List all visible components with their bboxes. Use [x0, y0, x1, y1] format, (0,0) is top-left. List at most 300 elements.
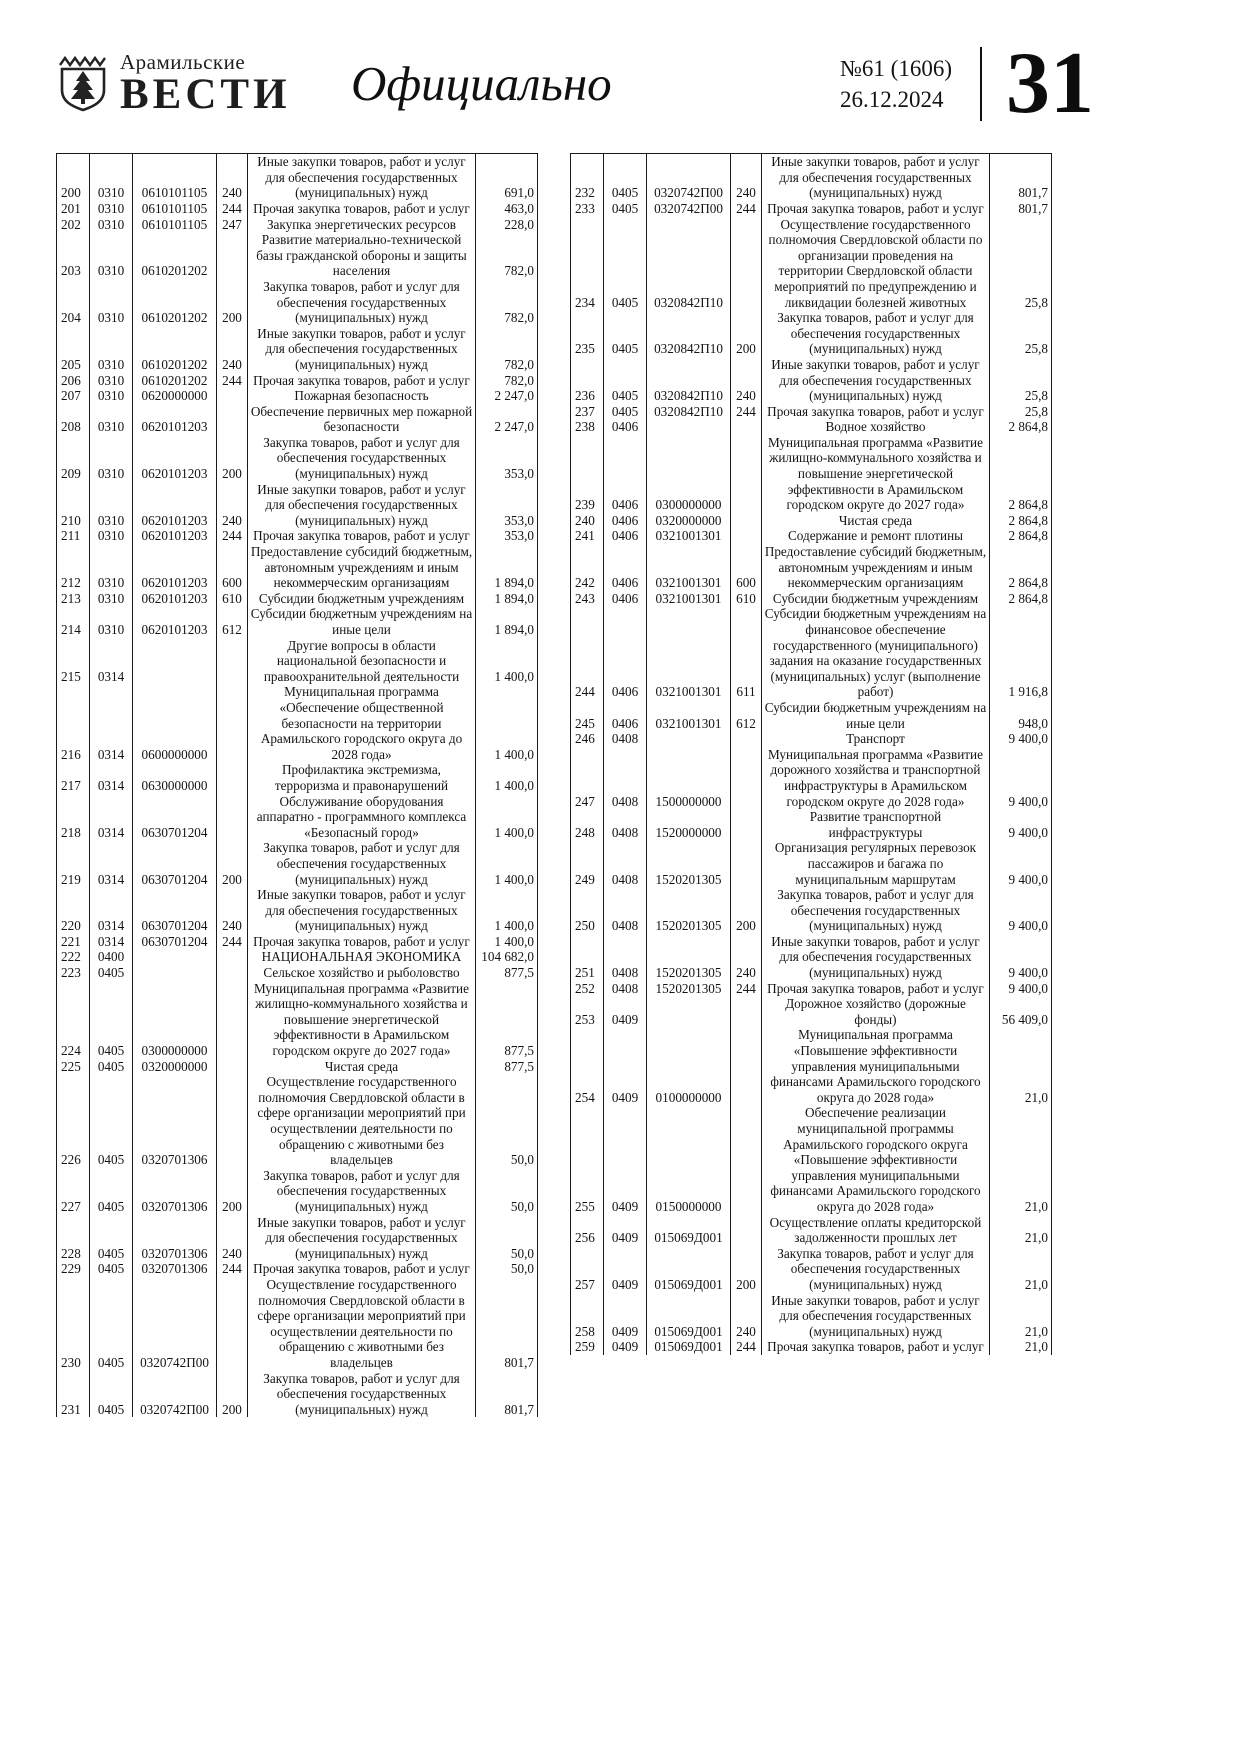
section-code: 0314	[90, 762, 133, 793]
newspaper-brand	[56, 50, 291, 119]
budget-row	[57, 326, 538, 373]
row-number: 254	[571, 1027, 604, 1105]
expense-name: Обслуживание оборудования аппаратно - программного комплекса «Безопасный город»	[248, 794, 476, 841]
row-number: 209	[57, 435, 90, 482]
expense-type-code: 244	[731, 1339, 762, 1355]
section-code: 0409	[604, 1215, 647, 1246]
budget-row	[57, 1261, 538, 1277]
target-article-code: 0320000000	[647, 513, 731, 529]
target-article-code: 0321001301	[647, 591, 731, 607]
amount: 1 400,0	[476, 794, 538, 841]
row-number: 234	[571, 217, 604, 311]
budget-row	[57, 279, 538, 326]
expense-name: Чистая среда	[248, 1059, 476, 1075]
budget-row	[57, 965, 538, 981]
expense-type-code	[217, 1059, 248, 1075]
row-number: 240	[571, 513, 604, 529]
section-title: Официально	[351, 56, 612, 112]
section-code: 0310	[90, 201, 133, 217]
target-article-code: 1520201305	[647, 887, 731, 934]
expense-type-code: 600	[731, 544, 762, 591]
expense-type-code: 247	[217, 217, 248, 233]
target-article-code: 0300000000	[647, 435, 731, 513]
row-number: 242	[571, 544, 604, 591]
target-article-code: 0320842П10	[647, 404, 731, 420]
expense-name: Иные закупки товаров, работ и услуг для обеспечения государственных (муниципальных) нужд	[762, 934, 990, 981]
expense-name: Прочая закупка товаров, работ и услуг	[762, 981, 990, 997]
expense-name: Муниципальная программа «Развитие жилищно-коммунального хозяйства и повышение энергетической эффективности в Арамильском городском округе до 2027 года»	[762, 435, 990, 513]
section-code: 0408	[604, 731, 647, 747]
budget-row	[57, 591, 538, 607]
target-article-code: 0320842П10	[647, 310, 731, 357]
row-number: 204	[57, 279, 90, 326]
expense-type-code: 240	[217, 154, 248, 201]
section-code: 0405	[90, 1168, 133, 1215]
header-divider	[980, 47, 982, 121]
budget-table-right-body	[571, 154, 1052, 1355]
amount: 9 400,0	[990, 731, 1052, 747]
row-number: 245	[571, 700, 604, 731]
row-number: 229	[57, 1261, 90, 1277]
budget-row	[571, 1027, 1052, 1105]
row-number: 200	[57, 154, 90, 201]
row-number: 202	[57, 217, 90, 233]
expense-name: Прочая закупка товаров, работ и услуг	[762, 201, 990, 217]
target-article-code: 0150000000	[647, 1105, 731, 1214]
target-article-code: 0610101105	[133, 217, 217, 233]
section-code: 0314	[90, 840, 133, 887]
section-code: 0310	[90, 544, 133, 591]
expense-type-code: 240	[731, 154, 762, 201]
expense-type-code	[731, 513, 762, 529]
expense-type-code: 240	[217, 482, 248, 529]
target-article-code: 0620101203	[133, 606, 217, 637]
section-code: 0405	[604, 154, 647, 201]
expense-name: Осуществление государственного полномочия Свердловской области по организации проведения на территории Свердловской области мероприятий по предупреждению и ликвидации болезней животных	[762, 217, 990, 311]
row-number: 243	[571, 591, 604, 607]
section-code: 0314	[90, 638, 133, 685]
expense-type-code: 611	[731, 606, 762, 700]
expense-type-code	[731, 217, 762, 311]
budget-table-right	[570, 153, 1052, 1355]
target-article-code: 0610201202	[133, 373, 217, 389]
row-number: 221	[57, 934, 90, 950]
budget-row	[571, 357, 1052, 404]
target-article-code: 0620101203	[133, 435, 217, 482]
expense-name: Муниципальная программа «Обеспечение общественной безопасности на территории Арамильского городского округа до 2028 года»	[248, 684, 476, 762]
amount: 21,0	[990, 1246, 1052, 1293]
issue-number: №61 (1606)	[839, 55, 952, 81]
expense-type-code: 244	[731, 404, 762, 420]
row-number: 226	[57, 1074, 90, 1168]
amount: 9 400,0	[990, 840, 1052, 887]
expense-name: Развитие материально-технической базы гражданской обороны и защиты населения	[248, 232, 476, 279]
row-number: 253	[571, 996, 604, 1027]
coat-of-arms-icon	[56, 54, 110, 114]
budget-row	[57, 1059, 538, 1075]
budget-row	[57, 1168, 538, 1215]
expense-type-code	[217, 638, 248, 685]
amount: 25,8	[990, 404, 1052, 420]
amount: 1 894,0	[476, 544, 538, 591]
budget-row	[571, 591, 1052, 607]
brand-name-top: Арамильские	[120, 50, 246, 75]
expense-name: Закупка товаров, работ и услуг для обеспечения государственных (муниципальных) нужд	[248, 1371, 476, 1418]
expense-type-code: 610	[217, 591, 248, 607]
row-number: 246	[571, 731, 604, 747]
expense-type-code	[731, 809, 762, 840]
budget-row	[57, 934, 538, 950]
amount: 1 400,0	[476, 684, 538, 762]
budget-row	[57, 544, 538, 591]
amount: 9 400,0	[990, 887, 1052, 934]
budget-row	[571, 1215, 1052, 1246]
expense-type-code: 612	[217, 606, 248, 637]
budget-row	[57, 949, 538, 965]
amount: 877,5	[476, 1059, 538, 1075]
expense-name: Обеспечение реализации муниципальной программы Арамильского городского округа «Повышение эффективности управления муниципальными финансами Арамильского городского округа до 2028 года»	[762, 1105, 990, 1214]
amount: 801,7	[476, 1371, 538, 1418]
expense-type-code	[731, 1105, 762, 1214]
expense-name: Субсидии бюджетным учреждениям на иные цели	[248, 606, 476, 637]
amount: 463,0	[476, 201, 538, 217]
expense-name: Обеспечение первичных мер пожарной безопасности	[248, 404, 476, 435]
budget-row	[571, 840, 1052, 887]
row-number: 231	[57, 1371, 90, 1418]
expense-name: Иные закупки товаров, работ и услуг для обеспечения государственных (муниципальных) нужд	[248, 326, 476, 373]
row-number: 218	[57, 794, 90, 841]
row-number: 251	[571, 934, 604, 981]
row-number: 224	[57, 981, 90, 1059]
amount: 25,8	[990, 357, 1052, 404]
target-article-code: 0620101203	[133, 528, 217, 544]
row-number: 228	[57, 1215, 90, 1262]
target-article-code	[133, 638, 217, 685]
expense-name: Прочая закупка товаров, работ и услуг	[248, 201, 476, 217]
section-code: 0406	[604, 700, 647, 731]
expense-name: Предоставление субсидий бюджетным, автономным учреждениям и иным некоммерческим организациям	[762, 544, 990, 591]
target-article-code: 0320742П00	[647, 201, 731, 217]
target-article-code: 0620101203	[133, 404, 217, 435]
row-number: 237	[571, 404, 604, 420]
section-code: 0408	[604, 809, 647, 840]
row-number: 211	[57, 528, 90, 544]
target-article-code: 0630701204	[133, 794, 217, 841]
amount: 2 864,8	[990, 528, 1052, 544]
budget-row	[57, 201, 538, 217]
amount: 9 400,0	[990, 934, 1052, 981]
expense-type-code: 200	[217, 279, 248, 326]
section-code: 0310	[90, 528, 133, 544]
amount: 948,0	[990, 700, 1052, 731]
target-article-code: 0630701204	[133, 887, 217, 934]
amount: 782,0	[476, 279, 538, 326]
budget-row	[571, 809, 1052, 840]
expense-name: Закупка энергетических ресурсов	[248, 217, 476, 233]
amount: 228,0	[476, 217, 538, 233]
expense-name: НАЦИОНАЛЬНАЯ ЭКОНОМИКА	[248, 949, 476, 965]
section-code: 0405	[90, 1261, 133, 1277]
brand-text	[120, 50, 291, 119]
expense-name: Иные закупки товаров, работ и услуг для обеспечения государственных (муниципальных) нужд	[762, 1293, 990, 1340]
budget-row	[57, 217, 538, 233]
expense-name: Дорожное хозяйство (дорожные фонды)	[762, 996, 990, 1027]
row-number: 220	[57, 887, 90, 934]
amount: 691,0	[476, 154, 538, 201]
target-article-code	[133, 965, 217, 981]
row-number: 233	[571, 201, 604, 217]
budget-row	[571, 404, 1052, 420]
budget-table-left	[56, 153, 538, 1417]
expense-type-code: 600	[217, 544, 248, 591]
target-article-code: 0320701306	[133, 1261, 217, 1277]
row-number: 232	[571, 154, 604, 201]
budget-row	[57, 794, 538, 841]
expense-type-code	[217, 965, 248, 981]
budget-table-left-body	[57, 154, 538, 1418]
budget-row	[571, 981, 1052, 997]
amount: 50,0	[476, 1168, 538, 1215]
target-article-code: 0300000000	[133, 981, 217, 1059]
expense-type-code	[217, 794, 248, 841]
expense-name: Прочая закупка товаров, работ и услуг	[248, 373, 476, 389]
budget-row	[571, 1246, 1052, 1293]
target-article-code: 0610201202	[133, 232, 217, 279]
expense-name: Пожарная безопасность	[248, 388, 476, 404]
budget-row	[571, 201, 1052, 217]
expense-type-code	[731, 528, 762, 544]
amount: 877,5	[476, 965, 538, 981]
section-code: 0405	[604, 310, 647, 357]
target-article-code: 0320701306	[133, 1168, 217, 1215]
target-article-code: 0630701204	[133, 840, 217, 887]
amount: 801,7	[990, 154, 1052, 201]
section-code: 0314	[90, 887, 133, 934]
target-article-code: 1520201305	[647, 840, 731, 887]
amount: 9 400,0	[990, 981, 1052, 997]
budget-row	[57, 762, 538, 793]
issue-info	[840, 53, 952, 115]
expense-type-code: 200	[217, 1371, 248, 1418]
section-code: 0310	[90, 435, 133, 482]
expense-type-code	[731, 1215, 762, 1246]
budget-row	[57, 638, 538, 685]
budget-row	[57, 1371, 538, 1418]
amount: 21,0	[990, 1339, 1052, 1355]
target-article-code: 015069Д001	[647, 1215, 731, 1246]
budget-row	[57, 1215, 538, 1262]
expense-type-code: 240	[217, 887, 248, 934]
amount: 56 409,0	[990, 996, 1052, 1027]
row-number: 223	[57, 965, 90, 981]
amount: 2 247,0	[476, 404, 538, 435]
row-number: 214	[57, 606, 90, 637]
expense-name: Закупка товаров, работ и услуг для обеспечения государственных (муниципальных) нужд	[248, 279, 476, 326]
expense-name: Иные закупки товаров, работ и услуг для обеспечения государственных (муниципальных) нужд	[248, 482, 476, 529]
row-number: 239	[571, 435, 604, 513]
page-number: 31	[1006, 35, 1094, 132]
expense-type-code	[217, 404, 248, 435]
section-code: 0406	[604, 591, 647, 607]
budget-row	[571, 996, 1052, 1027]
expense-type-code: 200	[731, 1246, 762, 1293]
amount: 1 894,0	[476, 606, 538, 637]
section-code: 0405	[90, 1074, 133, 1168]
row-number: 219	[57, 840, 90, 887]
amount: 2 864,8	[990, 544, 1052, 591]
section-code: 0405	[604, 357, 647, 404]
amount: 25,8	[990, 310, 1052, 357]
amount: 2 247,0	[476, 388, 538, 404]
target-article-code: 0620101203	[133, 482, 217, 529]
target-article-code: 0321001301	[647, 528, 731, 544]
expense-type-code: 244	[217, 528, 248, 544]
budget-row	[571, 435, 1052, 513]
expense-name: Субсидии бюджетным учреждениям	[762, 591, 990, 607]
target-article-code: 0610201202	[133, 279, 217, 326]
target-article-code: 0320842П10	[647, 217, 731, 311]
section-code: 0310	[90, 154, 133, 201]
target-article-code: 1520201305	[647, 981, 731, 997]
expense-name: Прочая закупка товаров, работ и услуг	[762, 1339, 990, 1355]
target-article-code: 015069Д001	[647, 1246, 731, 1293]
expense-name: Субсидии бюджетным учреждениям на иные цели	[762, 700, 990, 731]
budget-row	[57, 528, 538, 544]
target-article-code: 0321001301	[647, 700, 731, 731]
row-number: 238	[571, 419, 604, 435]
row-number: 216	[57, 684, 90, 762]
amount: 50,0	[476, 1215, 538, 1262]
amount: 353,0	[476, 528, 538, 544]
amount: 782,0	[476, 373, 538, 389]
amount: 1 916,8	[990, 606, 1052, 700]
target-article-code: 0620101203	[133, 591, 217, 607]
section-code: 0409	[604, 1339, 647, 1355]
section-code: 0409	[604, 1105, 647, 1214]
expense-name: Субсидии бюджетным учреждениям	[248, 591, 476, 607]
target-article-code: 0321001301	[647, 544, 731, 591]
expense-name: Водное хозяйство	[762, 419, 990, 435]
budget-row	[57, 435, 538, 482]
expense-type-code	[217, 981, 248, 1059]
expense-type-code	[731, 731, 762, 747]
row-number: 252	[571, 981, 604, 997]
budget-row	[57, 1074, 538, 1168]
budget-row	[571, 700, 1052, 731]
amount: 9 400,0	[990, 809, 1052, 840]
section-code: 0409	[604, 996, 647, 1027]
amount: 50,0	[476, 1261, 538, 1277]
amount: 1 400,0	[476, 887, 538, 934]
amount: 25,8	[990, 217, 1052, 311]
expense-name: Иные закупки товаров, работ и услуг для обеспечения государственных (муниципальных) нужд	[762, 154, 990, 201]
expense-type-code: 244	[731, 981, 762, 997]
expense-type-code	[731, 419, 762, 435]
expense-type-code: 244	[217, 934, 248, 950]
amount: 2 864,8	[990, 419, 1052, 435]
section-code: 0310	[90, 404, 133, 435]
amount: 353,0	[476, 435, 538, 482]
row-number: 212	[57, 544, 90, 591]
target-article-code: 0620101203	[133, 544, 217, 591]
section-code: 0405	[90, 1277, 133, 1371]
budget-row	[571, 1105, 1052, 1214]
expense-type-code: 612	[731, 700, 762, 731]
expense-type-code: 200	[731, 887, 762, 934]
target-article-code: 0610101105	[133, 201, 217, 217]
row-number: 210	[57, 482, 90, 529]
section-code: 0408	[604, 981, 647, 997]
target-article-code: 0320701306	[133, 1215, 217, 1262]
budget-row	[57, 606, 538, 637]
row-number: 249	[571, 840, 604, 887]
amount: 21,0	[990, 1215, 1052, 1246]
expense-name: Закупка товаров, работ и услуг для обеспечения государственных (муниципальных) нужд	[248, 840, 476, 887]
expense-type-code: 200	[217, 1168, 248, 1215]
expense-type-code	[217, 1277, 248, 1371]
expense-type-code	[217, 1074, 248, 1168]
expense-type-code: 240	[731, 934, 762, 981]
row-number: 235	[571, 310, 604, 357]
budget-row	[57, 840, 538, 887]
amount: 50,0	[476, 1074, 538, 1168]
section-code: 0405	[604, 217, 647, 311]
section-code: 0405	[604, 201, 647, 217]
expense-type-code: 200	[217, 840, 248, 887]
section-code: 0405	[604, 404, 647, 420]
target-article-code	[133, 949, 217, 965]
target-article-code	[647, 419, 731, 435]
expense-name: Закупка товаров, работ и услуг для обеспечения государственных (муниципальных) нужд	[762, 310, 990, 357]
expense-name: Осуществление оплаты кредиторской задолженности прошлых лет	[762, 1215, 990, 1246]
amount: 21,0	[990, 1105, 1052, 1214]
row-number: 201	[57, 201, 90, 217]
expense-type-code: 200	[731, 310, 762, 357]
budget-row	[571, 1293, 1052, 1340]
expense-type-code: 244	[217, 201, 248, 217]
expense-type-code	[731, 1027, 762, 1105]
expense-name: Профилактика экстремизма, терроризма и правонарушений	[248, 762, 476, 793]
target-article-code: 0610201202	[133, 326, 217, 373]
section-code: 0406	[604, 544, 647, 591]
row-number: 257	[571, 1246, 604, 1293]
expense-name: Иные закупки товаров, работ и услуг для обеспечения государственных (муниципальных) нужд	[762, 357, 990, 404]
expense-type-code	[217, 684, 248, 762]
budget-row	[57, 684, 538, 762]
amount: 353,0	[476, 482, 538, 529]
budget-row	[57, 981, 538, 1059]
amount: 1 400,0	[476, 762, 538, 793]
expense-name: Закупка товаров, работ и услуг для обеспечения государственных (муниципальных) нужд	[248, 435, 476, 482]
section-code: 0310	[90, 232, 133, 279]
target-article-code	[647, 996, 731, 1027]
row-number: 259	[571, 1339, 604, 1355]
section-code: 0405	[90, 981, 133, 1059]
expense-name: Закупка товаров, работ и услуг для обеспечения государственных (муниципальных) нужд	[762, 1246, 990, 1293]
target-article-code: 015069Д001	[647, 1293, 731, 1340]
budget-row	[571, 887, 1052, 934]
section-code: 0406	[604, 606, 647, 700]
section-code: 0310	[90, 279, 133, 326]
row-number: 236	[571, 357, 604, 404]
row-number: 207	[57, 388, 90, 404]
target-article-code: 0100000000	[647, 1027, 731, 1105]
expense-name: Организация регулярных перевозок пассажиров и багажа по муниципальным маршрутам	[762, 840, 990, 887]
section-code: 0405	[90, 965, 133, 981]
amount: 801,7	[990, 201, 1052, 217]
row-number: 255	[571, 1105, 604, 1214]
row-number: 256	[571, 1215, 604, 1246]
